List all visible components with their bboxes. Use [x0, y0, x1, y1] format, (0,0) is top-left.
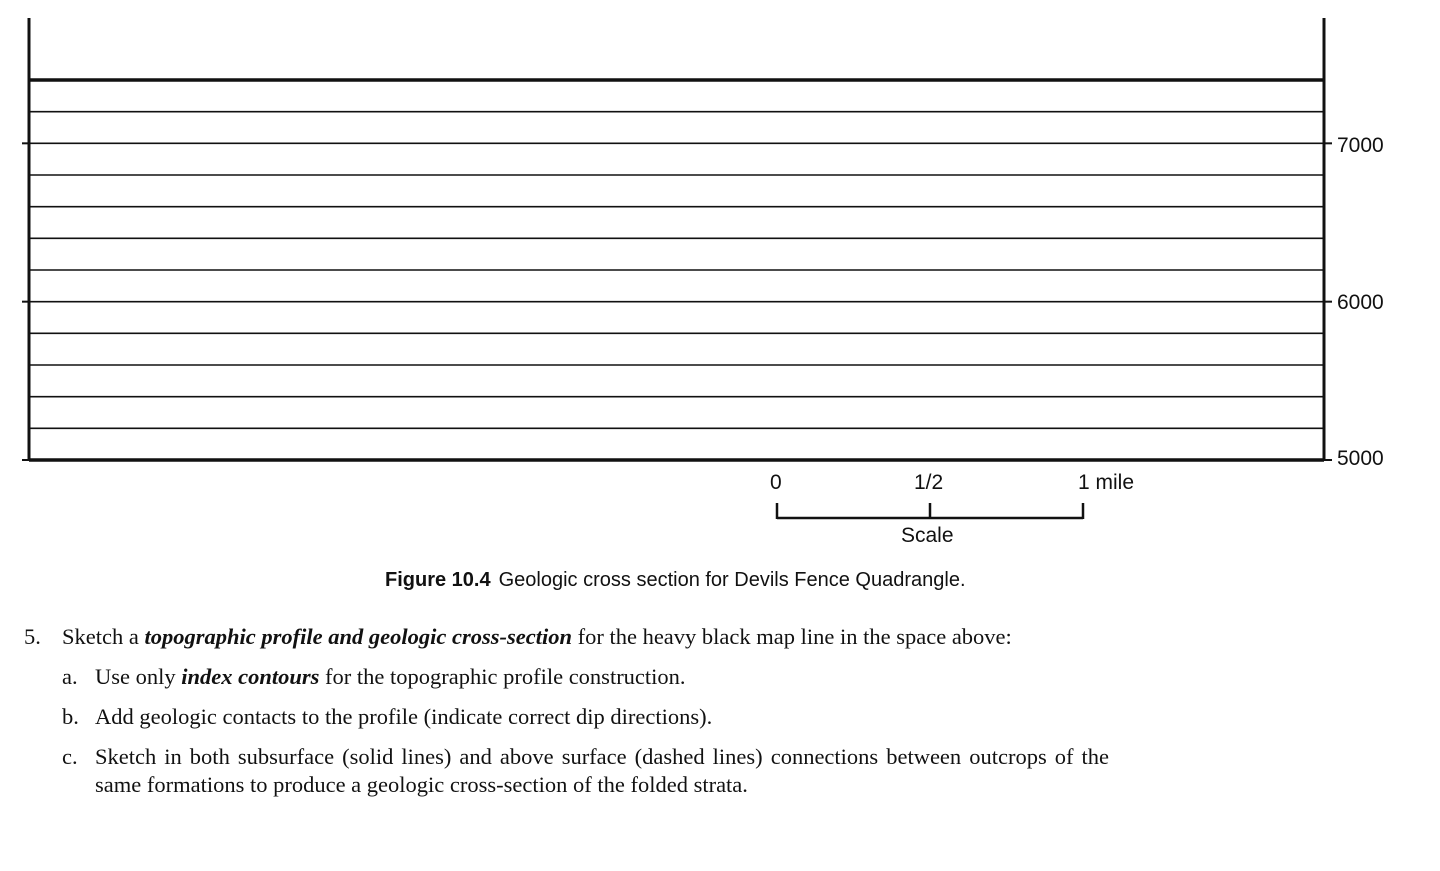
question-item-a [24, 663, 1109, 691]
question-item-c [24, 743, 1109, 799]
question-number: 5. [24, 624, 41, 649]
figure-caption [385, 569, 966, 592]
figure-number: Figure 10.4 [385, 569, 491, 591]
scale-title: Scale [901, 524, 954, 547]
scale-bar [777, 503, 1083, 519]
y-tick-label-6000: 6000 [1337, 291, 1384, 314]
item-a-after: for the topographic profile construction. [319, 664, 686, 689]
question-intro-after: for the heavy black map line in the space above: [571, 624, 1012, 649]
scale-label-zero: 0 [770, 471, 782, 494]
item-letter-a: a. [62, 664, 78, 689]
item-letter-b: b. [62, 704, 79, 729]
question-intro-emphasis: topographic profile and geologic cross-section [144, 624, 572, 649]
scale-label-one: 1 mile [1078, 471, 1135, 494]
y-tick-label-7000: 7000 [1337, 134, 1384, 157]
question-5 [24, 623, 1109, 799]
figure-caption-text: Geologic cross section for Devils Fence Quadrangle. [498, 569, 966, 591]
item-b-text: Add geologic contacts to the profile (indicate correct dip directions). [95, 704, 713, 729]
item-a-before: Use only [95, 664, 182, 689]
item-letter-c: c. [62, 744, 78, 769]
question-intro-before: Sketch a [62, 624, 145, 649]
y-tick-label-5000: 5000 [1337, 447, 1384, 470]
scale-label-half: 1/2 [914, 471, 944, 494]
item-c-text: Sketch in both subsurface (solid lines) and above surface (dashed lines) connections between outcrops of the same formations to produce a geologic cross-section of the folded strata. [95, 744, 1109, 797]
question-intro [24, 623, 1109, 651]
question-item-b [24, 703, 1109, 731]
item-a-emphasis: index contours [181, 664, 320, 689]
